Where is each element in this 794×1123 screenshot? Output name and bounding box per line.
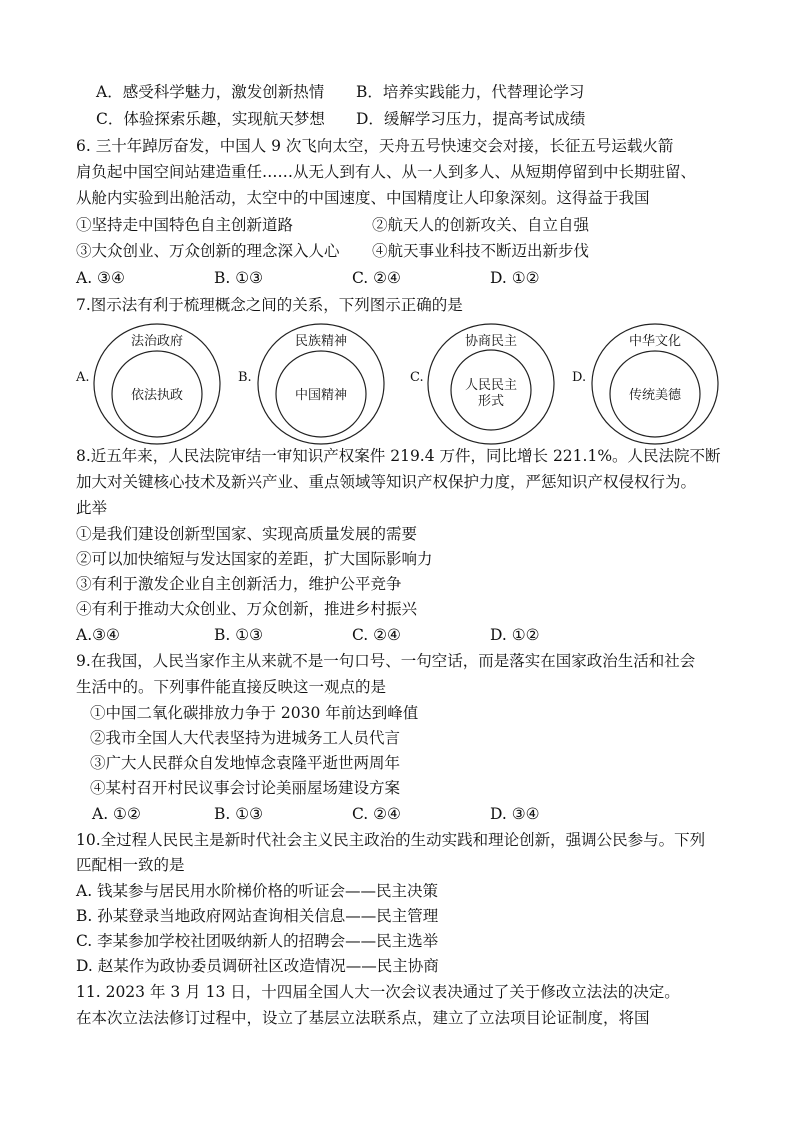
q8-option-d: D. ①②	[490, 626, 540, 644]
q5-option-a: A．感受科学魅力，激发创新热情	[96, 83, 325, 101]
q10-option-b: B. 孙某登录当地政府网站查询相关信息——民主管理	[76, 907, 439, 925]
diagram-c-letter: C.	[410, 370, 424, 385]
q10-option-a: A. 钱某参与居民用水阶梯价格的听证会——民主决策	[76, 882, 439, 900]
q6-option-c: C. ②④	[352, 269, 401, 287]
q6-item-2: ②航天人的创新攻关、自立自强	[372, 216, 590, 234]
q6-stem-line-1: 6. 三十年踔厉奋发，中国人 9 次飞向太空，天舟五号快速交会对接，长征五号运载火箭	[76, 137, 674, 155]
diagram-c-inner-label-1: 人民民主	[464, 378, 517, 393]
q11-stem-line-2: 在本次立法法修订过程中，设立了基层立法联系点，建立了立法项目论证制度，将国	[76, 1009, 650, 1027]
q9-item-3: ③广大人民群众自发地悼念袁隆平逝世两周年	[90, 754, 401, 772]
q8-stem-line-3: 此举	[76, 499, 108, 517]
q6-stem-line-2: 肩负起中国空间站建造重任……从无人到有人、从一人到多人、从短期停留到中长期驻留、	[76, 163, 697, 181]
q9-option-b: B. ①③	[214, 805, 264, 823]
diagram-d-letter: D.	[572, 370, 587, 385]
q5-option-c: C．体验探索乐趣，实现航天梦想	[96, 110, 325, 128]
diagram-c-outer-label: 协商民主	[464, 334, 517, 349]
diagram-a-outer-label: 法治政府	[130, 334, 183, 349]
q9-option-a: A. ①②	[92, 805, 141, 823]
q8-stem-line-1: 8.近五年来，人民法院审结一审知识产权案件 219.4 万件，同比增长 221.1%。人民法院不断	[76, 447, 721, 465]
q9-stem-line-2: 生活中的。下列事件能直接反映这一观点的是	[76, 678, 387, 696]
q5-option-b: B．培养实践能力，代替理论学习	[356, 83, 585, 101]
q7-stem: 7.图示法有利于梳理概念之间的关系，下列图示正确的是	[76, 296, 463, 314]
q9-option-c: C. ②④	[352, 805, 401, 823]
q8-option-a: A.③④	[76, 626, 120, 644]
q8-option-b: B. ①③	[214, 626, 264, 644]
q10-stem-line-1: 10.全过程人民民主是新时代社会主义民主政治的生动实践和理论创新，强调公民参与。下列	[76, 831, 706, 849]
diagram-d-outer-label: 中华文化	[628, 334, 681, 349]
q10-option-d: D. 赵某作为政协委员调研社区改造情况——民主协商	[76, 957, 439, 975]
q6-option-d: D. ①②	[490, 269, 540, 287]
q8-item-1: ①是我们建设创新型国家、实现高质量发展的需要	[76, 525, 418, 543]
q8-item-4: ④有利于推动大众创业、万众创新，推进乡村振兴	[76, 600, 418, 618]
q5-option-d: D．缓解学习压力，提高考试成绩	[356, 110, 586, 128]
diagram-b-outer-label: 民族精神	[294, 334, 347, 349]
diagram-b-letter: B.	[238, 370, 252, 385]
diagram-a-letter: A.	[76, 370, 90, 385]
diagram-b-inner-label: 中国精神	[294, 388, 347, 403]
q6-stem-line-3: 从舱内实验到出舱活动，太空中的中国速度、中国精度让人印象深刻。这得益于我国	[76, 189, 650, 207]
q8-item-3: ③有利于激发企业自主创新活力，维护公平竞争	[76, 575, 402, 593]
diagram-c-inner-label-2: 形式	[477, 394, 504, 409]
diagram-d-inner-label: 传统美德	[628, 388, 681, 403]
q6-item-3: ③大众创业、万众创新的理念深入人心	[76, 242, 340, 260]
q7-diagrams	[70, 322, 770, 446]
q8-option-c: C. ②④	[352, 626, 401, 644]
q9-item-4: ④某村召开村民议事会讨论美丽屋场建设方案	[90, 779, 401, 797]
q6-item-4: ④航天事业科技不断迈出新步伐	[372, 242, 590, 260]
q11-stem-line-1: 11. 2023 年 3 月 13 日，十四届全国人大一次会议表决通过了关于修改立法法的决定。	[76, 983, 680, 1001]
q9-stem-line-1: 9.在我国，人民当家作主从来就不是一句口号、一句空话，而是落实在国家政治生活和社会	[76, 652, 696, 670]
q10-option-c: C. 李某参加学校社团吸纳新人的招聘会——民主选举	[76, 932, 439, 950]
q10-stem-line-2: 匹配相一致的是	[76, 856, 185, 874]
q6-option-a: A. ③④	[76, 269, 125, 287]
diagram-a-inner-label: 依法执政	[130, 388, 183, 403]
q6-item-1: ①坚持走中国特色自主创新道路	[76, 216, 294, 234]
q8-stem-line-2: 加大对关键核心技术及新兴产业、重点领域等知识产权保护力度，严惩知识产权侵权行为。	[76, 473, 697, 491]
q9-item-1: ①中国二氧化碳排放力争于 2030 年前达到峰值	[90, 704, 419, 722]
q8-item-2: ②可以加快缩短与发达国家的差距，扩大国际影响力	[76, 550, 433, 568]
q9-option-d: D. ③④	[490, 805, 540, 823]
q6-option-b: B. ①③	[214, 269, 264, 287]
q9-item-2: ②我市全国人大代表坚持为进城务工人员代言	[90, 729, 401, 747]
